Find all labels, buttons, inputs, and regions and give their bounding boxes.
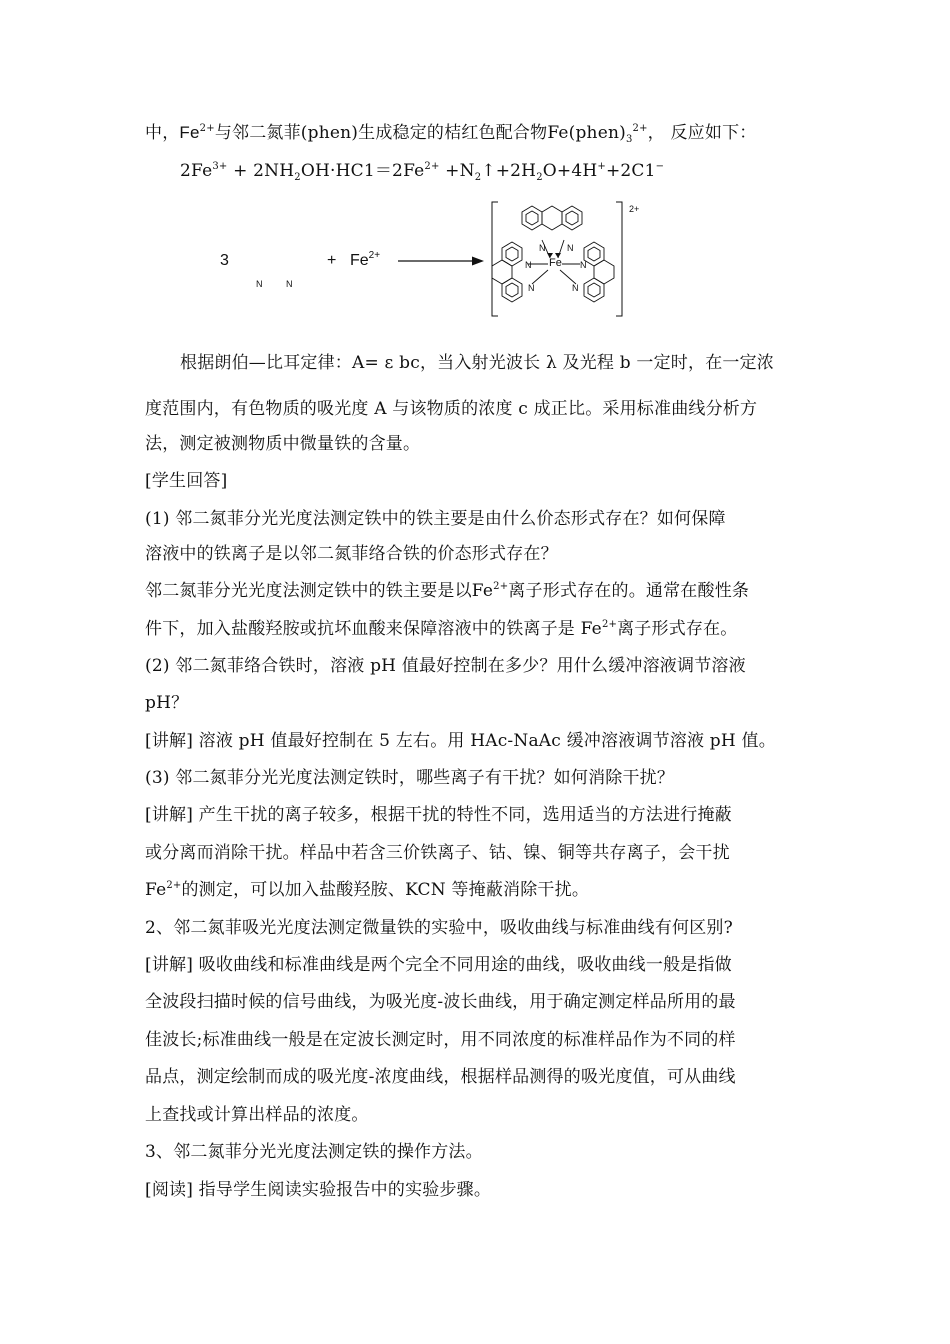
eq-part: O+4H [542, 161, 598, 181]
eq-part: + 2NH [227, 161, 295, 181]
answer-line [145, 618, 738, 640]
explanation-line: [讲解] 产生干扰的离子较多，根据干扰的特性不同，选用适当的方法进行掩蔽 [145, 805, 732, 825]
explanation-line: [讲解] 吸收曲线和标准曲线是两个完全不同用途的曲线，吸收曲线一般是指做 [145, 955, 732, 975]
answer-text: 离子形式存在。 [617, 619, 738, 639]
fe-symbol: Fe [145, 880, 167, 900]
fe-charge: 2+ [199, 123, 215, 134]
eq-part: OH·HC1＝2Fe [300, 161, 425, 181]
body-line: 根据朗伯—比耳定律：A= ε bc，当入射光波长 λ 及光程 b 一定时，在一定浓 [180, 353, 775, 373]
explanation-line: 上查找或计算出样品的浓度。 [145, 1105, 369, 1125]
intro-text-3: ， 反应如下： [647, 123, 757, 143]
fe-charge: 2+ [601, 619, 618, 630]
question-line: 溶液中的铁离子是以邻二氮菲络合铁的价态形式存在？ [145, 544, 558, 564]
eq-part: +2C1 [605, 161, 656, 181]
eq-charge: 2+ [424, 161, 440, 172]
explanation-line [145, 879, 589, 901]
reaction-fe-ion [350, 252, 380, 270]
ligand-n-atom: N [286, 279, 293, 289]
body-line: 度范围内，有色物质的吸光度 A 与该物质的浓度 c 成正比。采用标准曲线分析方 [145, 399, 758, 419]
fe-ion-symbol: Fe [350, 252, 369, 269]
answer-text: 离子形式存在的。通常在酸性条 [508, 581, 750, 601]
question-line: (1) 邻二氮菲分光光度法测定铁中的铁主要是由什么价态形式存在？如何保障 [145, 509, 726, 529]
explanation-line: 全波段扫描时候的信号曲线，为吸光度-波长曲线，用于确定测定样品所用的最 [145, 992, 736, 1012]
section-heading: [学生回答] [145, 471, 228, 491]
eq-subscript: 2 [474, 172, 482, 183]
explanation-line: 佳波长;标准曲线一般是在定波长测定时，用不同浓度的标准样品作为不同的样 [145, 1030, 736, 1050]
complex-n-atom: N [539, 243, 546, 253]
body-line: 法，测定被测物质中微量铁的含量。 [145, 434, 421, 454]
eq-charge: 3+ [212, 161, 228, 172]
fe-symbol: Fe [179, 123, 200, 142]
explanation-line: 品点，测定绘制而成的吸光度-浓度曲线，根据样品测得的吸光度值，可从曲线 [145, 1067, 736, 1087]
answer-text: 件下，加入盐酸羟胺或抗坏血酸来保障溶液中的铁离子是 Fe [145, 619, 602, 639]
redox-equation [180, 160, 664, 182]
eq-part: 2Fe [180, 161, 213, 181]
ligand-n-atom: N [256, 279, 263, 289]
answer-text: 邻二氮菲分光光度法测定铁中的铁主要是以Fe [145, 581, 494, 601]
question-line: 2、邻二氮菲吸光光度法测定微量铁的实验中，吸收曲线与标准曲线有何区别? [145, 918, 733, 938]
complex-n-atom: N [567, 243, 574, 253]
reaction-arrow [396, 254, 488, 268]
complex-n-atom: N [525, 260, 532, 270]
complex-bracket-charge: 2+ [629, 204, 640, 214]
intro-line [145, 122, 756, 144]
reaction-plus: + [327, 252, 337, 269]
complex-charge: 2+ [632, 123, 648, 134]
eq-part: +N [439, 161, 475, 181]
explanation-line: [讲解] 溶液 pH 值最好控制在 5 左右。用 HAc-NaAc 缓冲溶液调节溶液 pH 值。 [145, 731, 776, 751]
question-line: (2) 邻二氮菲络合铁时，溶液 pH 值最好控制在多少？用什么缓冲溶液调节溶液 [145, 656, 746, 676]
fe-charge: 2+ [166, 880, 182, 891]
reaction-coefficient: 3 [220, 252, 229, 269]
complex-n-atom: N [528, 283, 535, 293]
explanation-text: 的测定，可以加入盐酸羟胺、KCN 等掩蔽消除干扰。 [181, 880, 590, 900]
eq-subscript: 2 [294, 172, 301, 183]
eq-part: ↑+2H [481, 161, 537, 181]
intro-text-1: 中， [145, 123, 180, 143]
question-line: (3) 邻二氮菲分光光度法测定铁时，哪些离子有干扰？如何消除干扰？ [145, 768, 675, 788]
explanation-line: 或分离而消除干扰。样品中若含三价铁离子、钴、镍、铜等共存离子，会干扰 [145, 843, 730, 863]
complex-subscript: 3 [625, 134, 633, 145]
question-line: pH？ [145, 693, 189, 713]
complex-n-atom: N [580, 260, 587, 270]
fe-charge: 2+ [493, 581, 509, 592]
eq-charge: − [655, 161, 665, 172]
eq-charge: + [597, 161, 606, 172]
complex-n-atom: N [572, 283, 579, 293]
fe-ion-charge: 2+ [368, 250, 381, 261]
reading-line: [阅读] 指导学生阅读实验报告中的实验步骤。 [145, 1180, 492, 1200]
complex-fe-center: Fe [549, 257, 562, 269]
question-line: 3、邻二氮菲分光光度法测定铁的操作方法。 [145, 1142, 483, 1162]
answer-line [145, 580, 749, 602]
eq-subscript: 2 [536, 172, 543, 183]
intro-text-2: 与邻二氮菲(phen)生成稳定的桔红色配合物Fe(phen) [214, 123, 626, 143]
